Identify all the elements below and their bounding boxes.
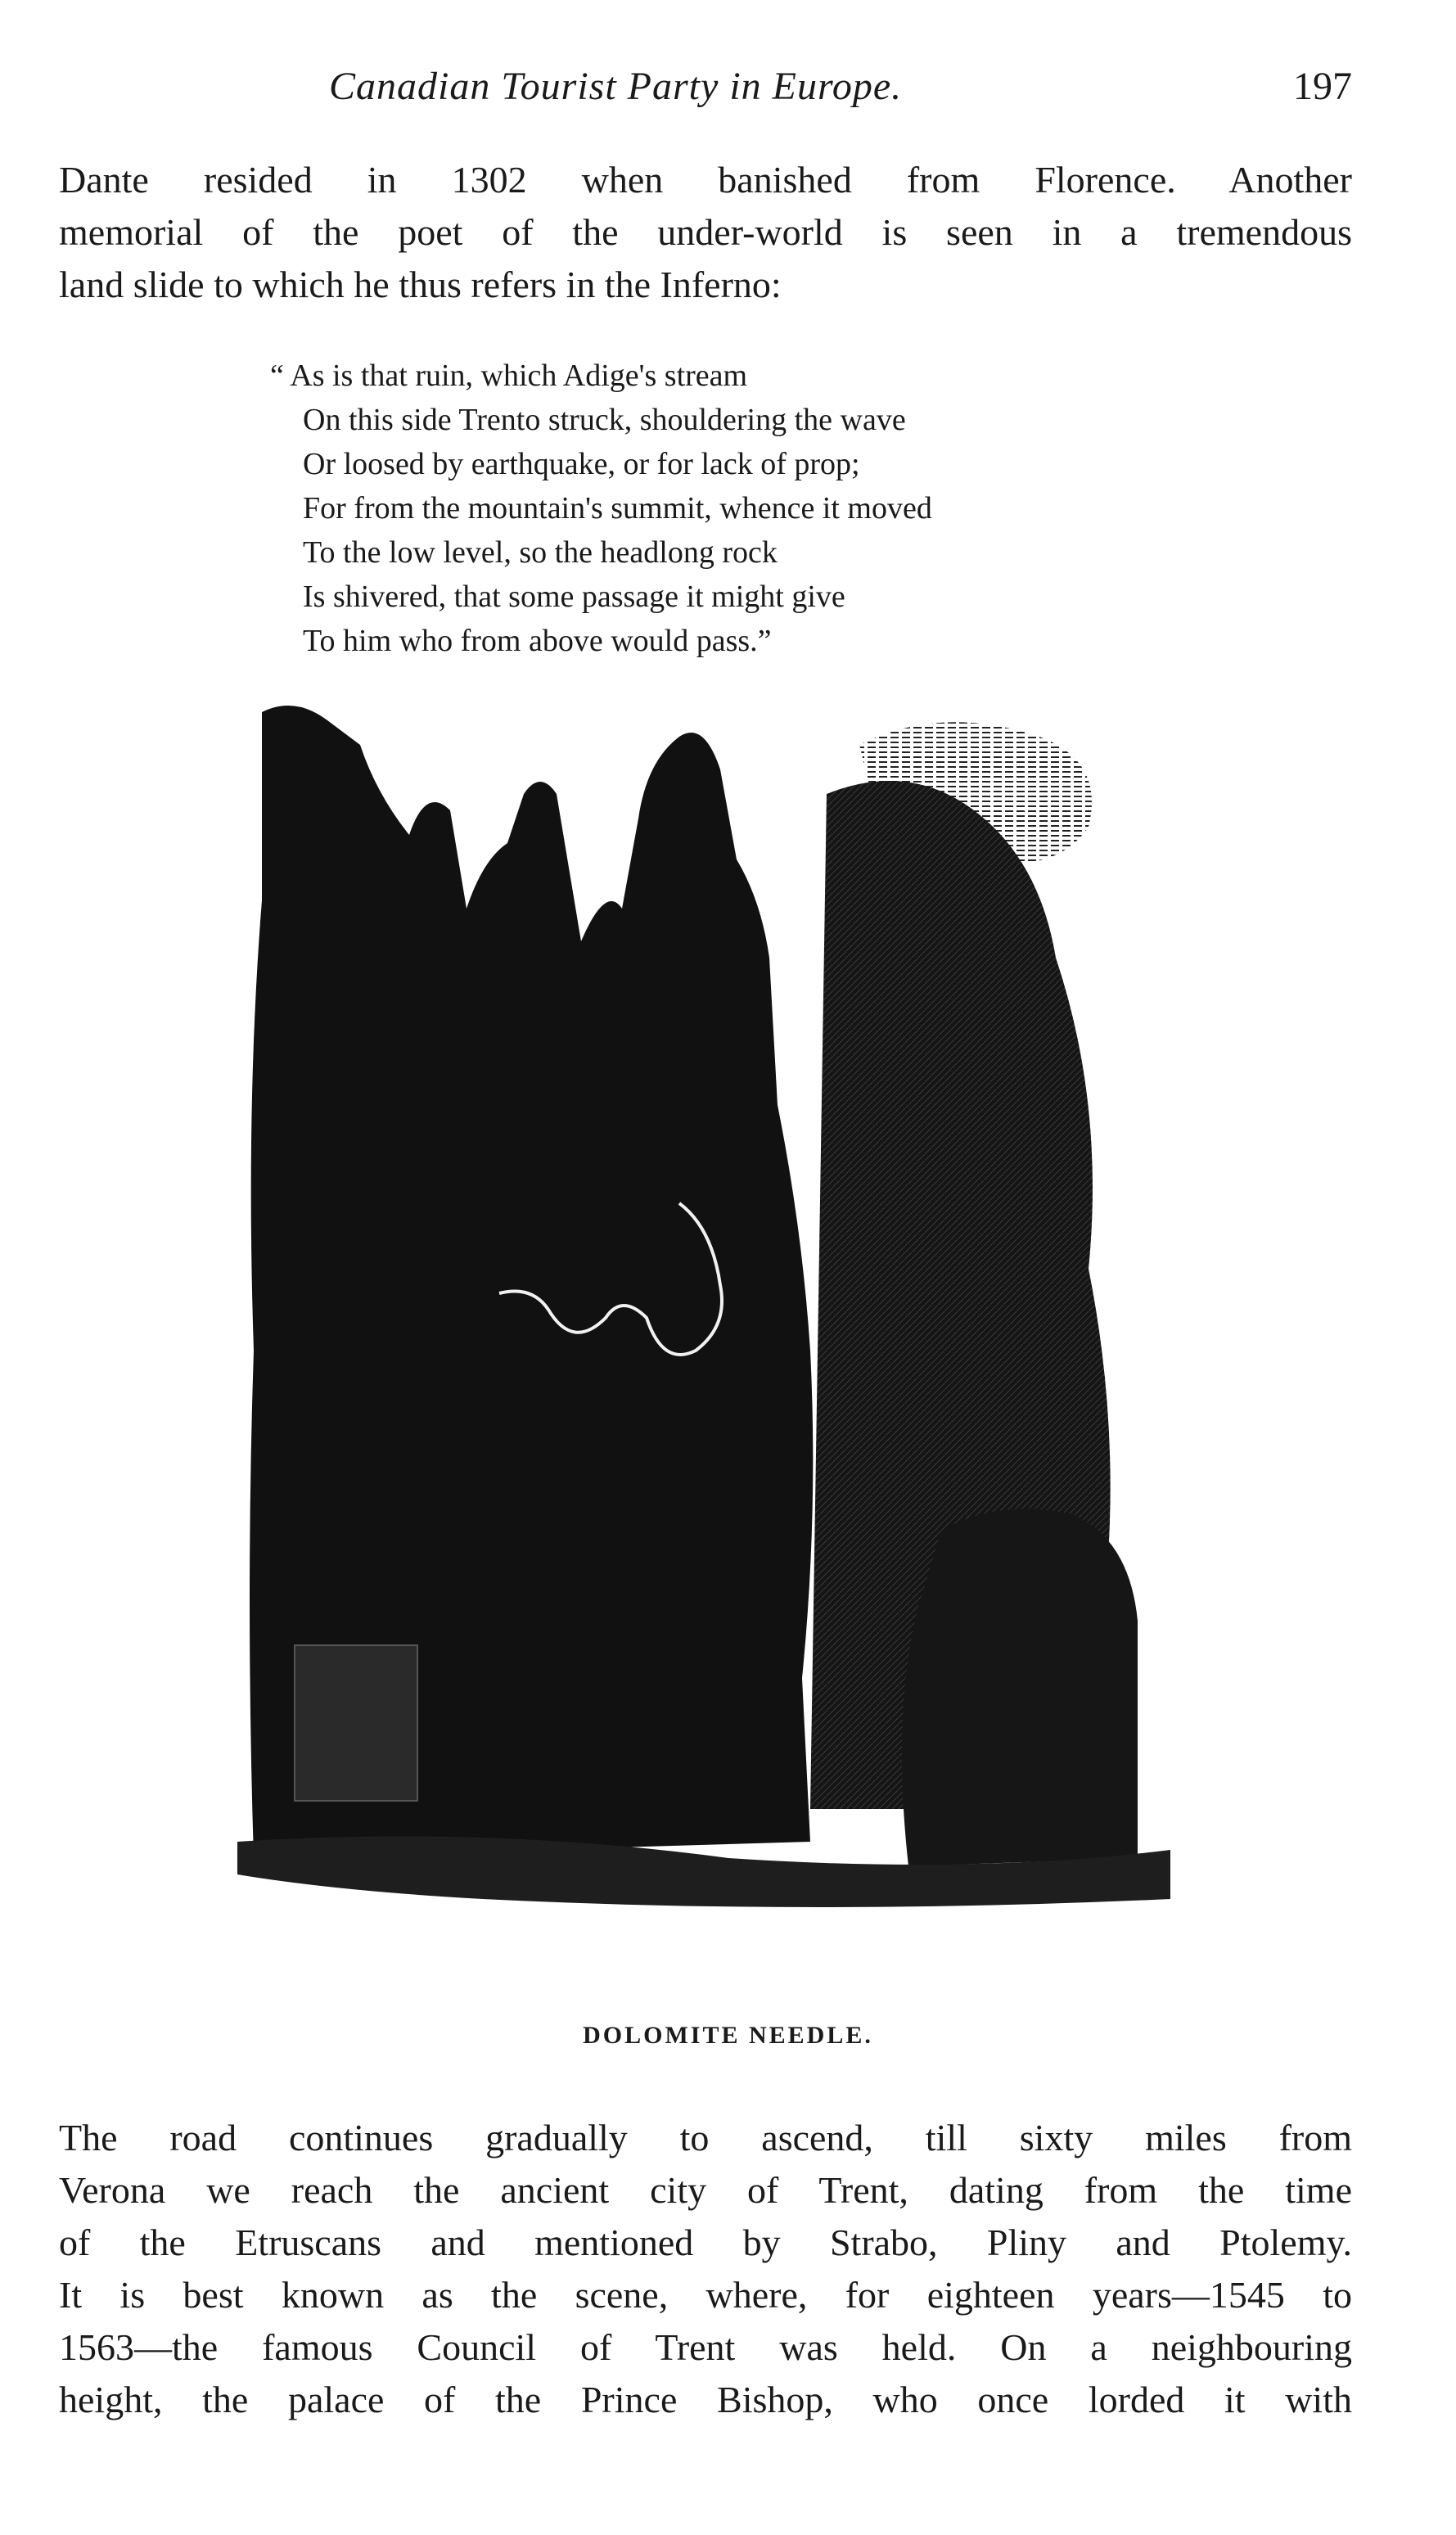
building [295,1645,417,1801]
foreground-rock [902,1509,1138,1866]
figure-caption: DOLOMITE NEEDLE. [583,2022,873,2049]
dolomite-needle-engraving [237,696,1170,1973]
page-number: 197 [1293,65,1352,108]
paragraph-line: memorial of the poet of the under-world is seen in a tremendous [59,211,1352,253]
paragraph-line: The road continues gradually to ascend, till sixty miles from [59,2117,1352,2158]
quote-line: “ As is that ruin, which Adige's stream [270,359,748,393]
paragraph-line: land slide to which he thus refers in the Inferno: [59,264,782,305]
running-title: Canadian Tourist Party in Europe. [329,65,903,108]
paragraph-line: 1563—the famous Council of Trent was held. On a neighbouring [59,2326,1352,2368]
inferno-quotation [270,354,1236,663]
quote-line: To the low level, so the headlong rock [303,535,778,570]
quote-line: Is shivered, that some passage it might give [303,580,845,614]
quote-line: On this side Trento struck, shouldering the wave [303,403,906,437]
closing-paragraph [59,2112,1352,2426]
paragraph-line: height, the palace of the Prince Bishop, who once lorded it with [59,2379,1352,2420]
paragraph-line: Dante resided in 1302 when banished from Florence. Another [59,159,1352,201]
quote-line: To him who from above would pass.” [303,624,772,658]
quote-line: Or loosed by earthquake, or for lack of prop; [303,447,860,481]
paragraph-line: It is best known as the scene, where, for eighteen years—1545 to [59,2274,1352,2316]
paragraph-line: of the Etruscans and mentioned by Strabo, Pliny and Ptolemy. [59,2222,1352,2263]
quote-line: For from the mountain's summit, whence it moved [303,491,932,525]
intro-paragraph [59,154,1352,311]
paragraph-line: Verona we reach the ancient city of Trent, dating from the time [59,2169,1352,2211]
running-head [59,64,1352,121]
